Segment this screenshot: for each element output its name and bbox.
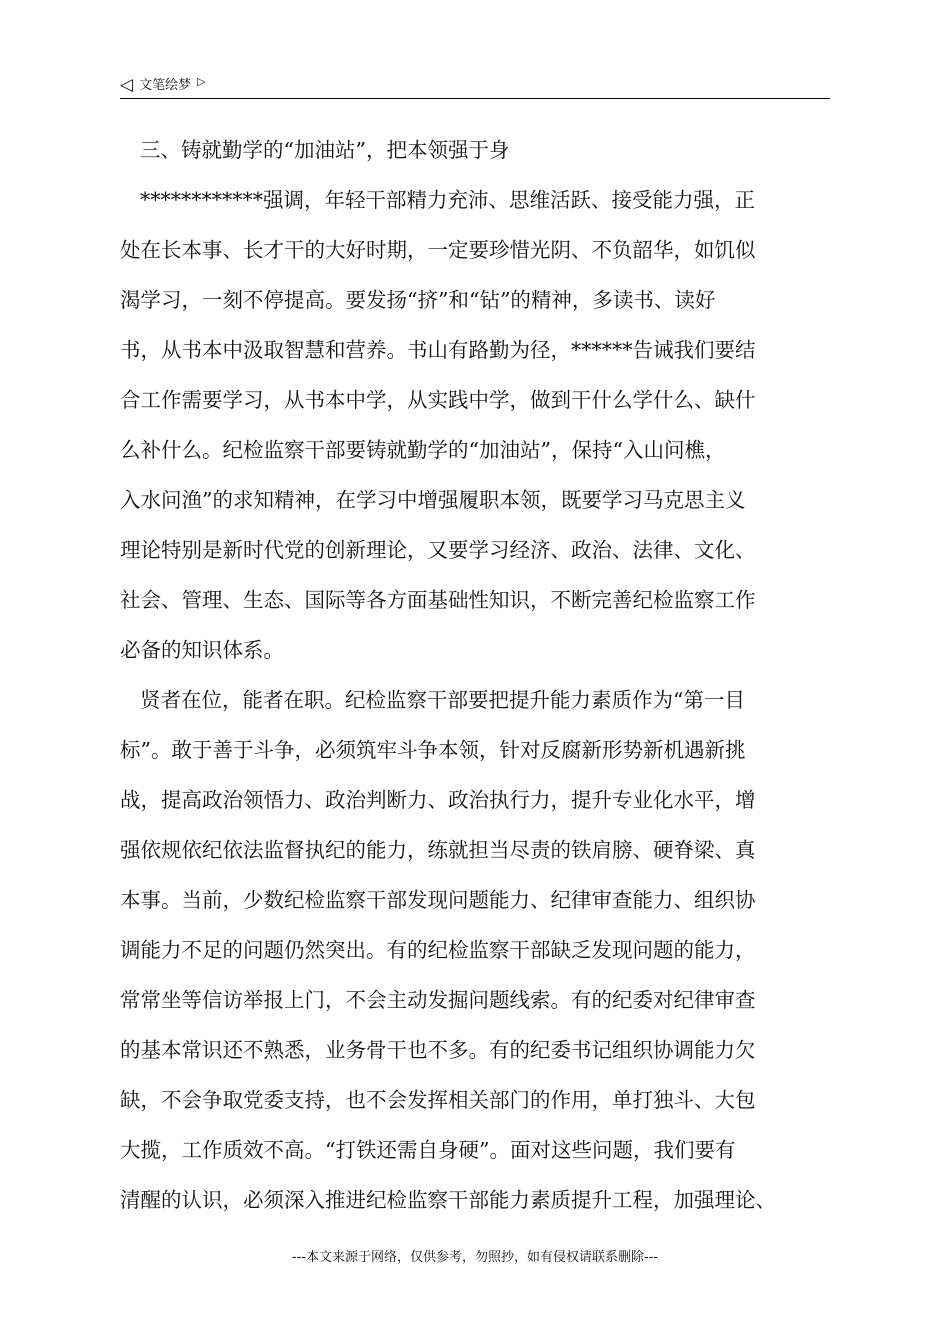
paragraph-line: 的基本常识还不熟悉，业务骨干也不多。有的纪委书记组织协调能力欠	[120, 1038, 756, 1062]
paragraph-line: 清醒的认识，必须深入推进纪检监察干部能力素质提升工程，加强理论、	[120, 1188, 776, 1212]
paragraph-line: ************强调，年轻干部精力充沛、思维活跃、接受能力强，正	[140, 188, 755, 212]
paragraph-line: 社会、管理、生态、国际等各方面基础性知识，不断完善纪检监察工作	[120, 588, 756, 612]
paragraph-line: 合工作需要学习，从书本中学，从实践中学，做到干什么学什么、缺什	[120, 388, 756, 412]
paragraph-line: 入水问渔”的求知精神，在学习中增强履职本领，既要学习马克思主义	[120, 488, 746, 512]
paragraph-line: 贤者在位，能者在职。纪检监察干部要把提升能力素质作为“第一目	[140, 688, 745, 712]
page-header	[120, 72, 830, 99]
paragraph-line: 缺，不会争取党委支持，也不会发挥相关部门的作用，单打独斗、大包	[120, 1088, 756, 1112]
paragraph-line: 调能力不足的问题仍然突出。有的纪检监察干部缺乏发现问题的能力，	[120, 938, 756, 962]
paragraph-line: 处在长本事、长才干的大好时期，一定要珍惜光阴、不负韶华，如饥似	[120, 238, 756, 262]
paragraph-line: 本事。当前，少数纪检监察干部发现问题能力、纪律审查能力、组织协	[120, 888, 756, 912]
paragraph-line: 理论特别是新时代党的创新理论，又要学习经济、政治、法律、文化、	[120, 538, 756, 562]
paragraph-line: 常常坐等信访举报上门，不会主动发掘问题线索。有的纪委对纪律审查	[120, 988, 756, 1012]
section-heading: 三、铸就勤学的“加油站”，把本领强于身	[140, 138, 510, 162]
paragraph-line: 必备的知识体系。	[120, 638, 284, 662]
paragraph-line: 么补什么。纪检监察干部要铸就勤学的“加油站”，保持“入山问樵，	[120, 438, 726, 462]
paragraph-line: 强依规依纪依法监督执纪的能力，练就担当尽责的铁肩膀、硬脊梁、真	[120, 838, 756, 862]
paragraph-line: 标”。敢于善于斗争，必须筑牢斗争本领，针对反腐新形势新机遇新挑	[120, 738, 746, 762]
paragraph-line: 战，提高政治领悟力、政治判断力、政治执行力，提升专业化水平，增	[120, 788, 756, 812]
footer-notice: ---本文来源于网络，仅供参考，勿照抄，如有侵权请联系删除---	[291, 1250, 659, 1265]
header-brand: 文笔绘梦	[139, 77, 192, 93]
document-body	[120, 125, 832, 1225]
paragraph-line: 书，从书本中汲取智慧和营养。书山有路勤为径，******告诫我们要结	[120, 338, 756, 362]
triangle-left-icon: ◁	[120, 74, 134, 95]
paragraph-line: 大揽，工作质效不高。“打铁还需自身硬”。面对这些问题，我们要有	[120, 1138, 736, 1162]
triangle-right-icon: ▷	[197, 74, 206, 88]
paragraph-line: 渴学习，一刻不停提高。要发扬“挤”和“钻”的精神，多读书、读好	[120, 288, 716, 312]
